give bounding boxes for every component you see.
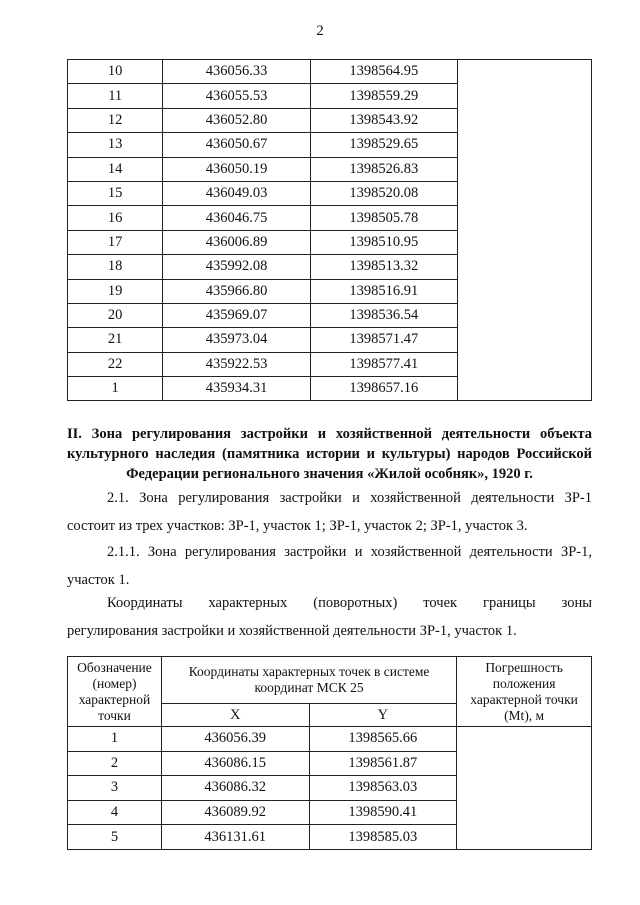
coord-y: 1398590.41	[309, 800, 457, 825]
coord-x: 435934.31	[163, 377, 310, 401]
coord-y: 1398510.95	[310, 230, 457, 254]
coord-y: 1398563.03	[309, 776, 457, 801]
point-number: 17	[68, 230, 163, 254]
paragraph-line: Координаты характерных (поворотных) точек границы зоны	[107, 595, 592, 611]
coord-x: 436131.61	[161, 825, 309, 850]
coord-y: 1398516.91	[310, 279, 457, 303]
coord-y: 1398571.47	[310, 328, 457, 352]
point-number: 12	[68, 108, 163, 132]
coord-x: 435992.08	[163, 255, 310, 279]
header-x: X	[161, 704, 309, 727]
table-row	[68, 60, 592, 84]
coord-x: 435966.80	[163, 279, 310, 303]
coord-y: 1398657.16	[310, 377, 457, 401]
coord-x: 436050.19	[163, 157, 310, 181]
coord-y: 1398526.83	[310, 157, 457, 181]
point-number: 22	[68, 352, 163, 376]
point-number: 20	[68, 303, 163, 327]
point-number: 5	[68, 825, 162, 850]
coord-x: 436049.03	[163, 181, 310, 205]
table-row	[68, 727, 592, 752]
paragraph-coordinates-intro	[67, 589, 592, 645]
point-number: 4	[68, 800, 162, 825]
point-number: 2	[68, 751, 162, 776]
coordinates-table-continued	[67, 59, 592, 401]
header-point-designation: Обозначение (номер) характерной точки	[68, 657, 162, 727]
coord-y: 1398536.54	[310, 303, 457, 327]
header-coordinates: Координаты характерных точек в системе координат МСК 25	[161, 657, 456, 704]
coord-x: 435922.53	[163, 352, 310, 376]
coord-x: 436086.15	[161, 751, 309, 776]
coord-y: 1398520.08	[310, 181, 457, 205]
coord-x: 436056.33	[163, 60, 310, 84]
point-number: 19	[68, 279, 163, 303]
point-number: 1	[68, 727, 162, 752]
coord-y: 1398564.95	[310, 60, 457, 84]
coord-x: 436052.80	[163, 108, 310, 132]
coord-y: 1398559.29	[310, 84, 457, 108]
coord-x: 436050.67	[163, 133, 310, 157]
coord-y: 1398585.03	[309, 825, 457, 850]
coordinates-table-section-1	[67, 656, 592, 850]
point-number: 10	[68, 60, 163, 84]
coord-x: 436089.92	[161, 800, 309, 825]
point-number: 13	[68, 133, 163, 157]
coord-x: 436056.39	[161, 727, 309, 752]
point-number: 14	[68, 157, 163, 181]
coord-x: 436055.53	[163, 84, 310, 108]
point-number: 11	[68, 84, 163, 108]
point-number: 1	[68, 377, 163, 401]
header-y: Y	[309, 704, 457, 727]
coord-y: 1398513.32	[310, 255, 457, 279]
point-number: 3	[68, 776, 162, 801]
error-cell	[457, 727, 592, 850]
coord-y: 1398505.78	[310, 206, 457, 230]
point-number: 15	[68, 181, 163, 205]
coord-x: 435969.07	[163, 303, 310, 327]
point-number: 21	[68, 328, 163, 352]
paragraph-line: регулирования застройки и хозяйственной деятельности ЗР-1, участок 1.	[67, 623, 517, 639]
coord-x: 436086.32	[161, 776, 309, 801]
coord-y: 1398577.41	[310, 352, 457, 376]
error-cell	[458, 60, 592, 401]
coord-x: 436006.89	[163, 230, 310, 254]
coord-y: 1398565.66	[309, 727, 457, 752]
section-heading: II. Зона регулирования застройки и хозяйственной деятельности объекта культурного наследия (памятника истории и культуры) народов Российской Федерации регионального значения «Жилой особняк», 1920 г.	[67, 426, 592, 482]
paragraph-2-1: 2.1. Зона регулирования застройки и хозяйственной деятельности ЗР-1 состоит из трех участков: ЗР-1, участок 1; ЗР-1, участок 2; ЗР-1, участок 3.	[67, 490, 592, 534]
coord-x: 435973.04	[163, 328, 310, 352]
point-number: 18	[68, 255, 163, 279]
coord-y: 1398529.65	[310, 133, 457, 157]
point-number: 16	[68, 206, 163, 230]
paragraph-2-1-1: 2.1.1. Зона регулирования застройки и хозяйственной деятельности ЗР-1, участок 1.	[67, 544, 592, 588]
page-number: 2	[316, 23, 324, 39]
coord-x: 436046.75	[163, 206, 310, 230]
header-error: Погрешность положения характерной точки (Mt), м	[457, 657, 592, 727]
header-row	[68, 657, 592, 704]
coord-y: 1398543.92	[310, 108, 457, 132]
coord-y: 1398561.87	[309, 751, 457, 776]
